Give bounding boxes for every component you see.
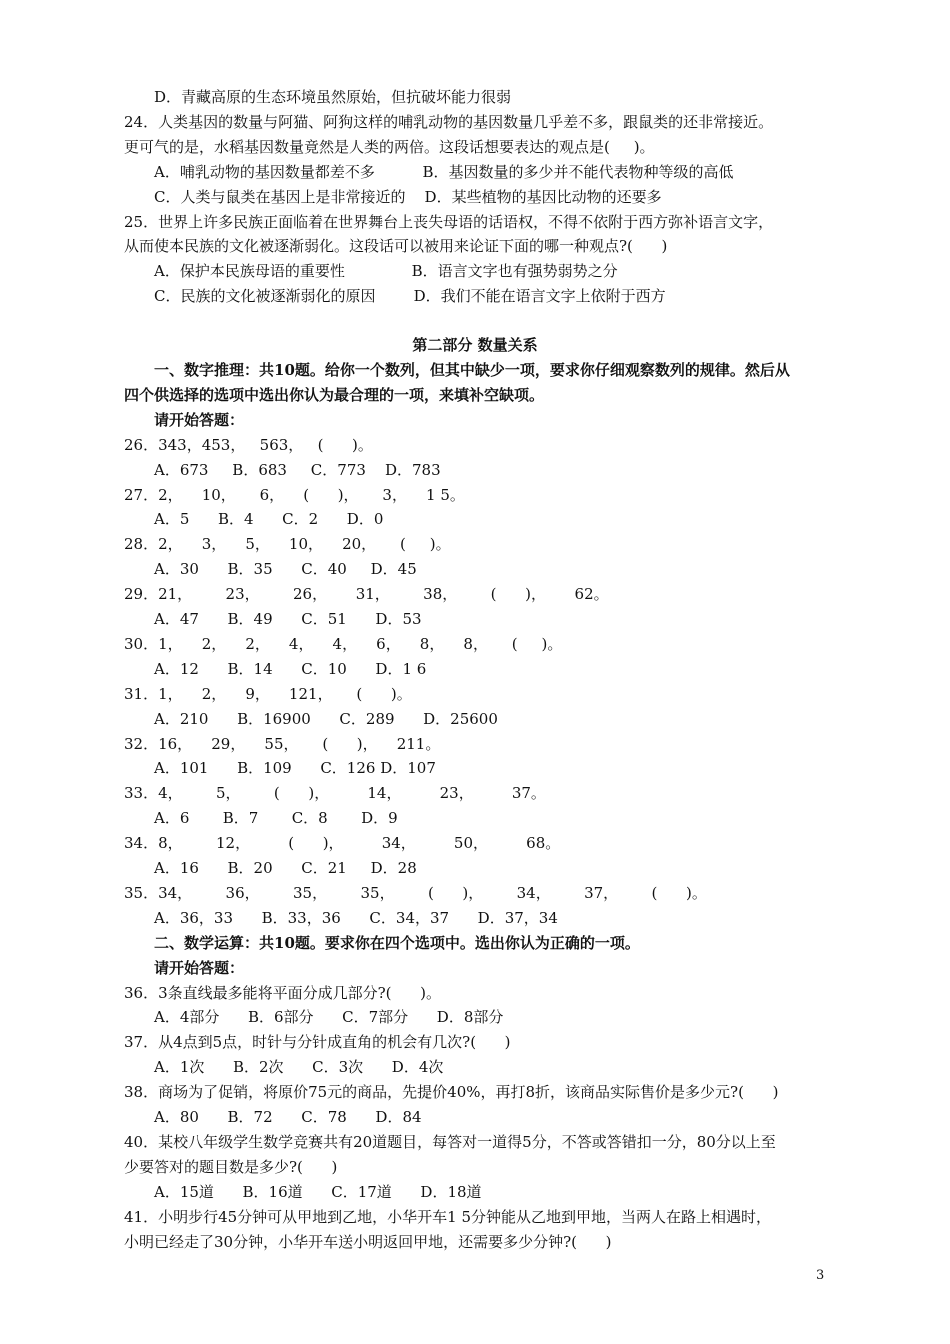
question: 34．8， 12， ( )， 34， 50， 68。 — [124, 834, 561, 853]
part2-start: 请开始答题： — [154, 958, 245, 977]
question: 30．1， 2， 2， 4， 4， 6， 8， 8， ( )。 — [124, 634, 563, 653]
question-options: A．30 B．35 C．40 D．45 — [154, 560, 417, 579]
question-options: A．80 B．72 C．78 D．84 — [154, 1108, 422, 1126]
question-options: A．4部分 B．6部分 C．7部分 D．8部分 — [154, 1008, 504, 1027]
paragraph-line: 更可气的是，水稻基因数量竟然是人类的两倍。这段话想要表达的观点是( )。 — [124, 137, 655, 156]
question-options: A．36，33 B．33，36 C．34，37 D．37，34 — [154, 908, 558, 927]
paragraph-line: A．哺乳动物的基因数量都差不多 B．基因数量的多少并不能代表物种等级的高低 — [154, 162, 734, 181]
question-options: A．101 B．109 C．126 D．107 — [154, 759, 436, 778]
part1-heading-cont: 四个供选择的选项中选出你认为最合理的一项，来填补空缺项。 — [124, 385, 545, 404]
question: 40．某校八年级学生数学竞赛共有20道题目，每答对一道得5分，不答或答错扣一分，80分以上至 — [124, 1132, 776, 1151]
question: 33．4， 5， ( )， 14， 23， 37。 — [124, 784, 546, 803]
question: 29．21， 23， 26， 31， 38， ( )， 62。 — [124, 585, 609, 604]
question-options: A．1次 B．2次 C．3次 D．4次 — [154, 1058, 444, 1077]
paragraph-line: A．保护本民族母语的重要性 B．语言文字也有强势弱势之分 — [154, 262, 618, 281]
question: 28．2， 3， 5， 10， 20， ( )。 — [124, 535, 451, 554]
paragraph-line: C．人类与鼠类在基因上是非常接近的 D．某些植物的基因比动物的还要多 — [154, 187, 662, 206]
part1-heading: 一、数字推理：共10题。给你一个数列，但其中缺少一项，要求你仔细观察数列的规律。然后从 — [154, 361, 790, 379]
question: 小明已经走了30分钟，小华开车送小明返回甲地，还需要多少分钟?( ) — [124, 1232, 612, 1251]
part1-start: 请开始答题： — [154, 410, 245, 429]
question-options: A．15道 B．16道 C．17道 D．18道 — [154, 1182, 482, 1201]
question: 31．1， 2， 9， 121， ( )。 — [124, 684, 412, 703]
paragraph-line: D．青藏高原的生态环境虽然原始，但抗破坏能力很弱 — [154, 88, 512, 106]
question-options: A．5 B．4 C．2 D．0 — [154, 510, 384, 529]
question-options: A．47 B．49 C．51 D．53 — [154, 610, 422, 628]
question-options: A．12 B．14 C．10 D．1 6 — [154, 659, 427, 678]
question: 32．16， 29， 55， ( )， 211。 — [124, 734, 441, 753]
part2-heading: 二、数学运算：共10题。要求你在四个选项中。选出你认为正确的一项。 — [154, 933, 640, 952]
paragraph-line: 25．世界上许多民族正面临着在世界舞台上丧失母语的话语权，不得不依附于西方弥补语言文字， — [124, 212, 774, 231]
section-title: 第二部分 数量关系 — [412, 336, 538, 355]
question: 36．3条直线最多能将平面分成几部分?( )。 — [124, 983, 441, 1002]
question-options: A．16 B．20 C．21 D．28 — [154, 859, 417, 877]
question: 少要答对的题目数是多少?( ) — [124, 1157, 338, 1176]
question: 41．小明步行45分钟可从甲地到乙地，小华开车1 5分钟能从乙地到甲地，当两人在路上相遇时， — [124, 1207, 772, 1226]
question: 38．商场为了促销，将原价75元的商品，先提价40%，再打8折，该商品实际售价是多少元?( ) — [124, 1083, 779, 1102]
question-options: A．673 B．683 C．773 D．783 — [154, 460, 441, 479]
paragraph-line: C．民族的文化被逐渐弱化的原因 D．我们不能在语言文字上依附于西方 — [154, 287, 666, 306]
paragraph-line: 24．人类基因的数量与阿猫、阿狗这样的哺乳动物的基因数量几乎差不多，跟鼠类的还非常接近。 — [124, 112, 774, 131]
question: 27．2， 10， 6， ( )， 3， 1 5。 — [124, 485, 465, 504]
question: 26．343，453， 563， ( )。 — [124, 435, 373, 454]
page-number: 3 — [816, 1268, 825, 1283]
question: 37．从4点到5点，时针与分针成直角的机会有几次?( ) — [124, 1033, 511, 1052]
question-options: A．6 B．7 C．8 D．9 — [154, 809, 398, 828]
paragraph-line: 从而使本民族的文化被逐渐弱化。这段话可以被用来论证下面的哪一种观点?( ) — [124, 237, 668, 256]
question-options: A．210 B．16900 C．289 D．25600 — [154, 709, 498, 728]
question: 35．34， 36， 35， 35， ( )， 34， 37， ( )。 — [124, 883, 707, 902]
